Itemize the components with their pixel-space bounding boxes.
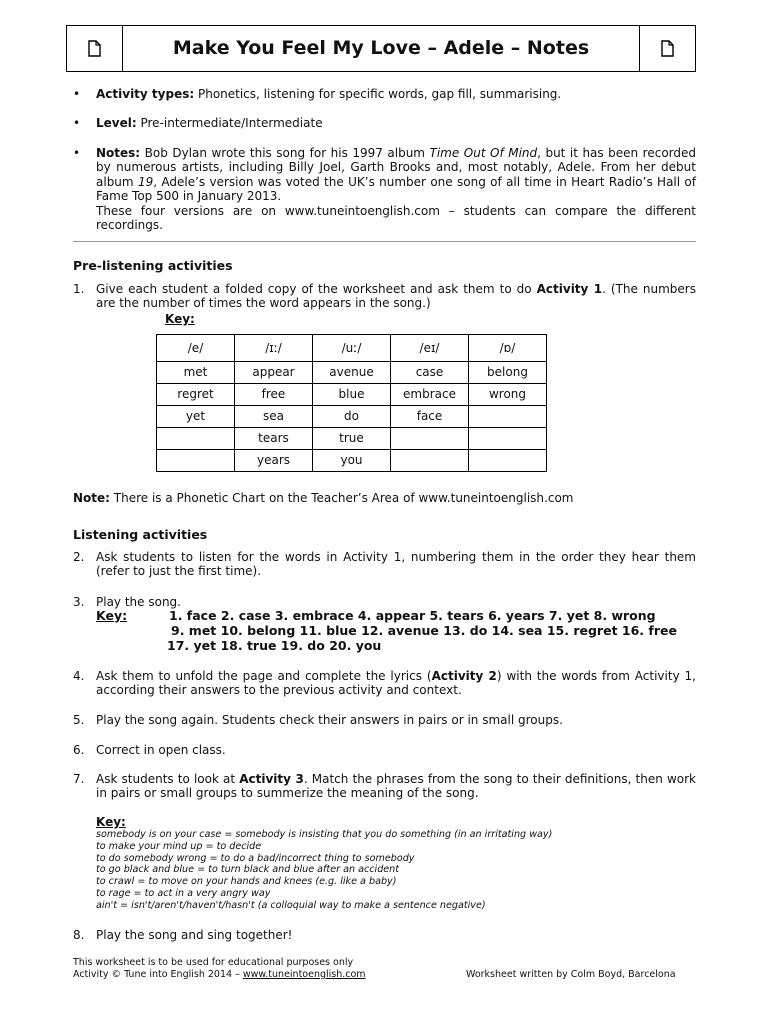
table-cell: appear [235,362,313,384]
table-header: /uː/ [313,335,391,362]
copyright-text: Activity © Tune into English 2014 – [73,969,243,980]
step-2 [73,550,696,579]
table-cell [391,450,469,472]
definition-line: to rage = to act in a very angry way [96,887,271,899]
title-box [66,25,696,72]
step-number: 6. [73,743,85,757]
definitions-key [96,815,552,912]
step-number: 1. [73,282,85,296]
step-5 [73,713,696,727]
table-cell [469,428,547,450]
table-cell [469,406,547,428]
table-header-row [157,335,547,362]
notes-text: , Adele’s version was voted the UK’s number one song of all time in Heart Radio’s Hall of Fame Top 500 in January 2013. [96,174,696,204]
bullet-label: Notes: [96,146,141,160]
table-cell: met [157,362,235,384]
bullet-level [73,116,696,130]
album-title: Time Out Of Mind [429,146,538,160]
notes-text: Bob Dylan wrote this song for his 1997 album [140,146,430,160]
table-cell [157,428,235,450]
definition-line: to go black and blue = to turn black and blue after an accident [96,864,400,876]
step-text: Give each student a folded copy of the worksheet and ask them to do [96,282,537,296]
step-text: Ask students to listen for the words in Activity 1, numbering them in the order they hear them (refer to just the first time). [96,550,696,579]
step-number: 8. [73,928,85,942]
definition-line: ain't = isn't/aren't/haven't/hasn't (a colloquial way to make a sentence negative) [96,899,486,911]
author-credit: Worksheet written by Colm Boyd, Barcelona [466,969,676,980]
bullet-label: Activity types: [96,87,195,101]
table-cell: years [235,450,313,472]
table-cell: do [313,406,391,428]
answer-line: 9. met 10. belong 11. blue 12. avenue 13. do 14. sea 15. regret 16. free [171,623,677,638]
step-number: 2. [73,550,85,564]
definition-line: to crawl = to move on your hands and knees (e.g. like a baby) [96,876,397,888]
step-1 [73,282,696,311]
step-text: . (The numbers are the number of times the word appears in the song.) [96,282,696,311]
bullet-label: Level: [96,116,137,130]
table-cell: true [313,428,391,450]
table-cell: sea [235,406,313,428]
step-7 [73,772,696,801]
table-row [157,428,547,450]
bullet-icon: • [73,116,81,130]
table-cell: regret [157,384,235,406]
table-cell [157,450,235,472]
table-cell: belong [469,362,547,384]
table-header: /ɪː/ [235,335,313,362]
note-label: Note: [73,491,110,505]
table-header: /e/ [157,335,235,362]
table-header: /eɪ/ [391,335,469,362]
bullet-icon: • [73,87,81,101]
header-right-cell [639,26,695,71]
notes-text: , but it has been recorded by numerous artists, including Billy Joel, Garth Brooks and, most notably, Adele. From her debut album [96,146,696,189]
step-number: 4. [73,669,85,683]
table-row [157,384,547,406]
step-8 [73,928,696,942]
bullet-text: Pre-intermediate/Intermediate [136,116,323,130]
phonetics-table [156,334,547,472]
table-cell: wrong [469,384,547,406]
table-cell [469,450,547,472]
activity-ref: Activity 3 [239,772,304,786]
table-row [157,406,547,428]
step-6 [73,743,696,757]
step-text: Ask them to unfold the page and complete the lyrics ( [96,669,432,683]
step-number: 7. [73,772,85,786]
key-label: Key: [96,815,126,829]
table-cell: free [235,384,313,406]
activity-ref: Activity 2 [431,669,497,683]
document-icon [88,40,101,57]
definition-line: to do somebody wrong = to do a bad/incorrect thing to somebody [96,852,415,864]
step-number: 3. [73,595,85,609]
answer-line: 17. yet 18. true 19. do 20. you [167,638,382,653]
table-cell: face [391,406,469,428]
step-text: ) with the words from Activity 1, according their answers to the previous activity and context. [96,669,696,698]
step-text: Play the song and sing together! [96,928,293,942]
notes-text: These four versions are on www.tuneintoenglish.com – students can compare the different recordings. [96,203,696,233]
section-heading-prelistening: Pre-listening activities [73,258,233,273]
step-number: 5. [73,713,85,727]
table-cell [391,428,469,450]
table-cell: case [391,362,469,384]
table-row [157,450,547,472]
page-title: Make You Feel My Love – Adele – Notes [172,37,590,60]
header-left-cell [67,26,123,71]
phonetic-chart-note [73,491,573,505]
section-heading-listening: Listening activities [73,527,208,542]
note-text: There is a Phonetic Chart on the Teacher’s Area of www.tuneintoenglish.com [109,491,574,505]
bullet-notes [73,146,696,232]
table-cell: avenue [313,362,391,384]
bullet-icon: • [73,146,81,160]
divider [73,241,696,242]
table-cell: blue [313,384,391,406]
table-header: /ɒ/ [469,335,547,362]
answer-line: 1. face 2. case 3. embrace 4. appear 5. tears 6. years 7. yet 8. wrong [169,608,656,623]
step-text: Correct in open class. [96,743,226,757]
step-text: Play the song again. Students check their answers in pairs or in small groups. [96,713,563,727]
bullet-activity-types [73,87,696,101]
step-text: Play the song. [96,595,181,609]
step-text: . Match the phrases from the song to their definitions, then work in pairs or small groups to summerize the meaning of the song. [96,772,696,801]
table-cell: yet [157,406,235,428]
footer-left [73,957,366,981]
table-cell: you [313,450,391,472]
bullet-text: Phonetics, listening for specific words, gap fill, summarising. [194,87,562,101]
table-row [157,362,547,384]
table-cell: tears [235,428,313,450]
definition-line: to make your mind up = to decide [96,840,262,852]
table-cell: embrace [391,384,469,406]
activity-ref: Activity 1 [536,282,603,296]
key-label: Key: [165,312,195,326]
album-title: 19 [137,174,154,189]
website-link[interactable]: www.tuneintoenglish.com [242,969,366,980]
definition-line: somebody is on your case = somebody is insisting that you do something (in an irritating way) [96,829,553,840]
step-text: Ask students to look at [96,772,240,786]
step-4 [73,669,696,698]
usage-notice: This worksheet is to be used for educational purposes only [73,957,354,968]
document-icon [661,40,674,57]
key-label: Key: [96,608,128,623]
